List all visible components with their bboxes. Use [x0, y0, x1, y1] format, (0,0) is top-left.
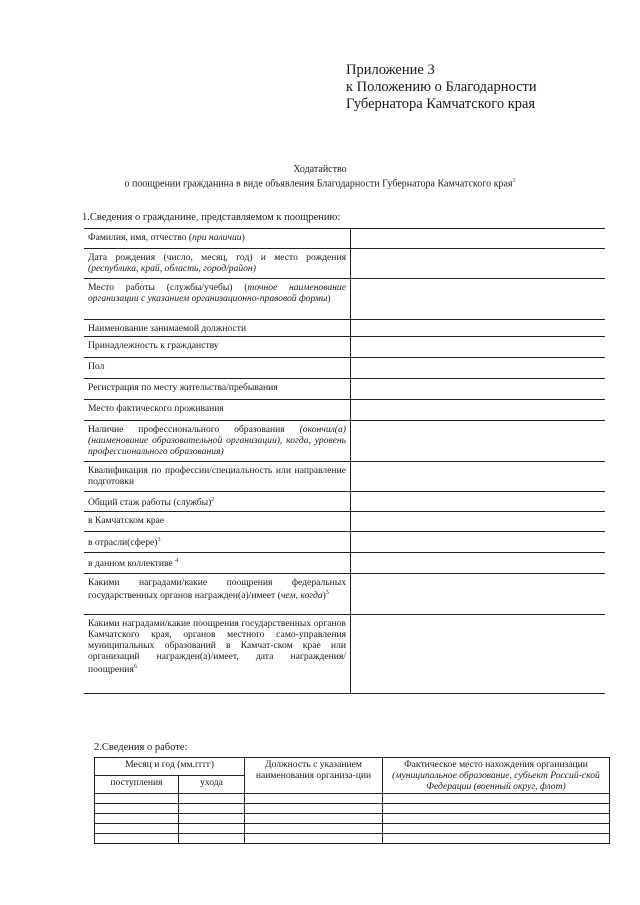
row-label-italic: чем, когда [280, 590, 323, 602]
row-label [84, 279, 351, 320]
row-label [84, 421, 351, 462]
section-1-heading: 1.Сведения о гражданине, представляемом к поощрению: [82, 212, 341, 223]
row-label-italic: (республика, край, область, город/район) [88, 263, 256, 274]
work-history-cell[interactable] [383, 814, 610, 824]
footnote-marker: 5 [325, 590, 329, 596]
work-history-cell[interactable] [95, 834, 179, 844]
row-label [84, 553, 351, 574]
row-value-field[interactable] [351, 615, 606, 694]
col-month-year: Месяц и год (мм.гггг) [95, 758, 245, 776]
row-label [84, 358, 351, 379]
row-label [84, 379, 351, 400]
document-subtitle-text: о поощрении гражданина в виде объявления Благодарности Губернатора Камчатского края [124, 178, 513, 190]
work-history-cell[interactable] [179, 814, 245, 824]
appendix-line-3: Губернатора Камчатского края [346, 96, 536, 112]
work-history-table [94, 757, 610, 844]
table-row [84, 400, 605, 421]
col-leave: ухода [179, 776, 245, 794]
row-label-text: в Камчатском крае [88, 515, 165, 526]
document-subtitle [0, 175, 640, 190]
row-label-italic: (окончил(а) (наименование образовательной организации), когда, уровень профессионального образования) [88, 424, 346, 457]
row-value-field[interactable] [351, 512, 606, 532]
table-row [84, 379, 605, 400]
footnote-marker: 3 [157, 537, 161, 543]
row-label-text: Фамилия, имя, отчество ( [88, 232, 193, 243]
row-label [84, 532, 351, 553]
row-label-text: в отрасли(сфере) [88, 537, 158, 549]
citizen-info-table [84, 228, 605, 694]
row-value-field[interactable] [351, 400, 606, 421]
row-label-italic: точное наименование организации с указанием организационно-правовой формы [88, 282, 346, 304]
row-value-field[interactable] [351, 574, 606, 615]
citizen-info-table-body [84, 229, 605, 694]
footnote-marker: 6 [133, 664, 137, 670]
row-value-field[interactable] [351, 421, 606, 462]
work-history-cell[interactable] [95, 814, 179, 824]
work-history-cell[interactable] [245, 814, 383, 824]
work-history-cell[interactable] [245, 804, 383, 814]
row-label [84, 492, 351, 512]
work-history-cell[interactable] [179, 824, 245, 834]
row-value-field[interactable] [351, 337, 606, 358]
row-label [84, 615, 351, 694]
row-label [84, 229, 351, 249]
col-location [383, 758, 610, 794]
row-value-field[interactable] [351, 358, 606, 379]
work-history-cell[interactable] [95, 824, 179, 834]
row-label [84, 462, 351, 492]
row-label-text: Какими наградами/какие поощрения государственных органов Камчатского края, органов местного само-управления муниципальных образований в Камчат-ском крае или организаций награжден(а)/имеет, дата награждения/поощрения [88, 618, 346, 676]
footnote-marker: 2 [211, 497, 215, 503]
appendix-line-1: Приложение 3 [346, 62, 435, 78]
table-row [84, 358, 605, 379]
row-label-text: в данном коллективе [88, 558, 176, 570]
work-history-row [95, 794, 610, 804]
row-label [84, 400, 351, 421]
work-history-cell[interactable] [95, 794, 179, 804]
row-value-field[interactable] [351, 320, 606, 337]
row-value-field[interactable] [351, 249, 606, 279]
work-history-cell[interactable] [179, 804, 245, 814]
footnote-marker: 1 [512, 178, 516, 184]
col-position: Должность с указанием наименования организа-ции [245, 758, 383, 794]
row-label-tail: ) [327, 293, 331, 304]
table-row [84, 553, 605, 574]
work-history-row [95, 824, 610, 834]
row-label-text: Место работы (службы/учебы) ( [88, 282, 248, 293]
work-history-cell[interactable] [179, 834, 245, 844]
appendix-header [346, 62, 626, 113]
table-row [84, 492, 605, 512]
row-label [84, 574, 351, 615]
table-row [84, 249, 605, 279]
row-label-tail: ) [241, 232, 245, 243]
row-label-italic: при наличии [192, 232, 242, 243]
row-label-tail: ) [322, 590, 326, 602]
row-label-text: Место фактического проживания [88, 403, 224, 414]
row-label-text: Регистрация по месту жительства/пребывания [88, 382, 278, 393]
work-history-cell[interactable] [245, 794, 383, 804]
work-history-cell[interactable] [383, 804, 610, 814]
work-history-cell[interactable] [179, 794, 245, 804]
work-history-table-body [95, 758, 610, 844]
row-label-text: Наименование занимаемой должности [88, 323, 247, 334]
row-label-text: Квалификация по профессии/специальность или направление подготовки [88, 465, 346, 487]
col-location-italic: (муниципальное образование, субъект Россий-ской Федерации (военный округ, флот) [392, 770, 600, 792]
document-title: Ходатайство [293, 164, 347, 175]
row-label-text: Наличие профессионального образования [88, 424, 300, 435]
table-row [84, 462, 605, 492]
work-history-cell[interactable] [383, 794, 610, 804]
work-history-cell[interactable] [383, 824, 610, 834]
table-row [84, 532, 605, 553]
row-label [84, 337, 351, 358]
row-label-text: Пол [88, 361, 105, 372]
work-history-row [95, 814, 610, 824]
row-label-text: Общий стаж работы (службы) [88, 497, 212, 509]
work-history-row [95, 804, 610, 814]
table-row [84, 421, 605, 462]
table-row [84, 512, 605, 532]
table-row [84, 337, 605, 358]
row-value-field[interactable] [351, 462, 606, 492]
row-value-field[interactable] [351, 553, 606, 574]
row-value-field[interactable] [351, 492, 606, 512]
table-row [84, 229, 605, 249]
row-value-field[interactable] [351, 279, 606, 320]
work-history-cell[interactable] [95, 804, 179, 814]
row-value-field[interactable] [351, 379, 606, 400]
work-history-row [95, 834, 610, 844]
row-value-field[interactable] [351, 532, 606, 553]
row-label-text: Дата рождения (число, месяц, год) и место рождения [88, 252, 346, 263]
table-row [84, 574, 605, 615]
appendix-line-2: к Положению о Благодарности [346, 79, 537, 95]
work-history-cell[interactable] [383, 834, 610, 844]
work-history-cell[interactable] [245, 834, 383, 844]
row-label [84, 512, 351, 532]
row-label-text: Принадлежность к гражданству [88, 340, 219, 351]
work-history-cell[interactable] [245, 824, 383, 834]
footnote-marker: 4 [175, 558, 179, 564]
row-label [84, 249, 351, 279]
row-label [84, 320, 351, 337]
table-row [84, 615, 605, 694]
section-2-heading: 2.Сведения о работе: [94, 742, 188, 753]
col-start: поступления [95, 776, 179, 794]
row-label-text: Какими наградами/какие поощрения федеральных государственных органов награжден(а)/имеет ( [88, 577, 346, 602]
col-location-text: Фактическое место нахождения организации [404, 759, 588, 770]
work-history-header-row [95, 758, 610, 776]
row-value-field[interactable] [351, 229, 606, 249]
table-row [84, 320, 605, 337]
table-row [84, 279, 605, 320]
